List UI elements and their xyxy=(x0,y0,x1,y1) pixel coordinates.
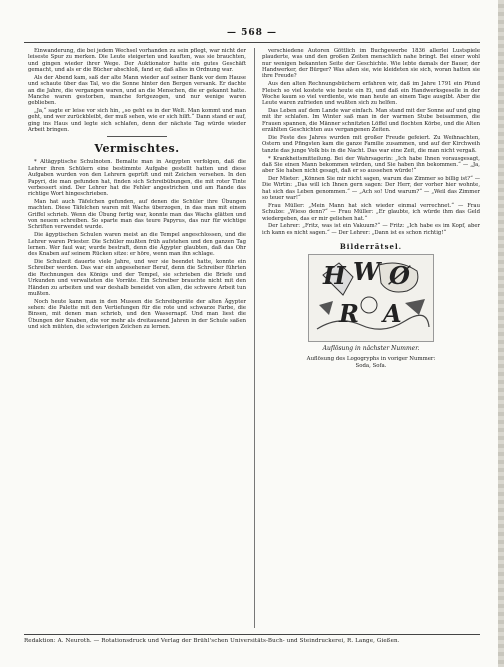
section-title: Vermischtes. xyxy=(94,142,180,156)
paragraph: Als der Abend kam, saß der alte Mann wieder auf seiner Bank vor dem Hause und schaute über das Tal, wo die Sonne hinter den Bergen versank. Er dachte an die Jahre, die vergangen waren, und an die Menschen, die er gekannt hatte. Manche waren gestorben, manche fortgezogen, und nur wenige waren geblieben. xyxy=(28,74,246,107)
rebus-glyph: H xyxy=(323,261,346,291)
right-text xyxy=(262,48,480,236)
solution-note xyxy=(262,356,480,369)
rebus-glyph: Ø xyxy=(389,261,410,291)
paragraph: * Krankheitsmitteilung. Bei der Wahrsagerin: „Ich habe Ihnen vorausgesagt, daß Sie einen Mann bekommen würden, und Sie haben ihn bekommen.“ — „Ja, aber Sie haben nicht gesagt, daß er so aussehen würde!“ xyxy=(262,155,480,175)
left-intro-text xyxy=(28,48,246,133)
header-rule xyxy=(24,42,480,43)
rebus-caption: Auflösung in nächster Nummer. xyxy=(322,345,420,353)
rebus-glyph: A xyxy=(383,299,402,329)
paragraph: Einwanderung, die bei jedem Wechsel vorhanden zu sein pflegt, war nicht der leiseste Spur zu merken. Die Leute steigerten und kauften, was sie brauchten, und gingen wieder ihrer Wege. Der Auktionator hatte ein gutes Geschäft gemacht, und als er die Bücher abschloß, fand er, daß alles in Ordnung war. xyxy=(28,48,246,74)
paragraph: Noch heute kann man in den Museen die Schreibgeräte der alten Ägypter sehen: die Palette mit den Vertiefungen für die rote und schwarze Farbe, die Binsen, mit denen man schrieb, und den Wassernapf. Und man liest die Übungen der Knaben, die vor mehr als dreitausend Jahren in der Schule saßen und sich mühten, die schwierigen Zeichen zu lernen. xyxy=(28,298,246,331)
section-text xyxy=(28,159,246,330)
left-column xyxy=(28,48,246,628)
riddle-heading: Bilderrätsel. xyxy=(339,242,403,252)
paragraph: verschiedene Autoren Göttlich im Buchgewerbe 1836 allerlei Lustspiele plauderte, was und den großen Zeiten menschlich nahe bringt. Bei einer wohl nur wenigen bekannten Seite der Geschichte. Wie lebte damals der Bauer, der Handwerker, der Bürger? Was aßen sie, wie kleideten sie sich, woran hatten sie ihre Freude? xyxy=(262,48,480,80)
paragraph: Der Lehrer: „Fritz, was ist ein Vakuum?“ — Fritz: „Ich habe es im Kopf, aber ich kann es nicht sagen.“ — Der Lehrer: „Dann ist es schon richtig!“ xyxy=(262,223,480,236)
rebus-picture xyxy=(308,254,434,342)
page-edge xyxy=(498,0,504,667)
rebus-glyph: W xyxy=(353,257,380,287)
paragraph: * Altägyptische Schulnoten. Bemalte man in Aegypten verfolgen, daß die Lehrer ihren Schülern eine bestimmte Aufgabe gestellt hatten und diese Aufgaben wurden von den Lehrern geprüft und mit Zeichen versehen. In den Papyri, die man gefunden hat, finden sich Schreibübungen, die mit roter Tinte verbessert sind. Der Lehrer hat die Fehler angestrichen und am Rande das richtige Wort hingeschrieben. xyxy=(28,159,246,198)
paragraph: Aus den alten Rechnungsbüchern erfahren wir, daß im Jahre 1791 ein Pfund Fleisch so viel kostete wie heute ein Ei, und daß ein Handwerksgeselle in der Woche kaum so viel verdiente, wie man heute an einem Tage ausgibt. Aber die Leute waren zufrieden und wußten sich zu helfen. xyxy=(262,81,480,107)
paragraph: Der Mieter: „Können Sie mir nicht sagen, warum das Zimmer so billig ist?“ — Die Wirtin: „Das will ich Ihnen gern sagen: Der Herr, der vorher hier wohnte, hat sich das Leben genommen.“ — „Ach so! Und warum?“ — „Weil das Zimmer so teuer war!“ xyxy=(262,176,480,202)
rebus-glyph: R xyxy=(339,299,359,329)
paragraph: Die Schulzeit dauerte viele Jahre, und wer sie beendet hatte, konnte ein Schreiber werden. Das war ein angesehener Beruf, denn die Schreiber führten die Rechnungen des Königs und der Tempel, sie schrieben die Briefe und Urkunden und verwalteten die Vorräte. Ein Schreiber brauchte nicht mit den Händen zu arbeiten und war deshalb beneidet von allen, die schwere Arbeit tun mußten. xyxy=(28,259,246,297)
section-divider xyxy=(107,136,167,137)
paragraph: „Ja,“ sagte er leise vor sich hin, „so geht es in der Welt. Man kommt und man geht, und wer zurückbleibt, der muß sehen, wie er sich hilft.“ Dann stand er auf, ging ins Haus und legte sich schlafen, denn der nächste Tag würde wieder Arbeit bringen. xyxy=(28,108,246,134)
paragraph: Frau Müller: „Mein Mann hat sich wieder einmal verrechnet.“ — Frau Schulze: „Wieso denn?“ — Frau Müller: „Er glaubte, ich würde ihm das Geld wiedergeben, das er mir geliehen hat.“ xyxy=(262,202,480,222)
imprint-footer: Redaktion: A. Neuroth. — Rotationsdruck und Verlag der Brühl'schen Universitäts-Buch- und Steindruckerei, R. Lange, Gießen. xyxy=(24,638,400,644)
page-number: — 568 — xyxy=(226,28,278,38)
solution-line: Soda, Sofa. xyxy=(355,362,387,369)
footer-rule xyxy=(24,634,480,635)
solution-line: Auflösung des Logogryphs in voriger Nummer: xyxy=(306,356,436,363)
paragraph: Die ägyptischen Schulen waren meist an die Tempel angeschlossen, und die Lehrer waren Priester. Die Schüler mußten früh aufstehen und den ganzen Tag lernen. Wer faul war, wurde bestraft, denn die Ägypter glaubten, daß das Ohr des Knaben auf seinem Rücken sitze: er höre, wenn man ihn schlage. xyxy=(28,232,246,258)
paragraph: Die Feste des Jahres wurden mit großer Freude gefeiert. Zu Weihnachten, Ostern und Pfingsten kam die ganze Familie zusammen, und auf der Kirchweih tanzte das junge Volk bis in die Nacht. Das war eine Zeit, die man nicht vergaß. xyxy=(262,134,480,154)
column-divider xyxy=(254,48,255,628)
right-column xyxy=(262,48,480,628)
paragraph: Man hat auch Täfelchen gefunden, auf denen die Schüler ihre Übungen machten. Diese Täfelchen waren mit Wachs überzogen, in das man mit einem Griffel schrieb. Wenn die Übung fertig war, konnte man das Wachs glätten und von neuem schreiben. So sparte man das teure Papyrus, das nur für wichtige Schriften verwendet wurde. xyxy=(28,199,246,231)
paragraph: Das Leben auf dem Lande war einfach. Man stand mit der Sonne auf und ging mit ihr schlafen. Im Winter saß man in der warmen Stube beisammen, die Frauen spannen, die Männer schnitzten Löffel und flochten Körbe, und die Alten erzählten Geschichten aus vergangenen Zeiten. xyxy=(262,108,480,134)
